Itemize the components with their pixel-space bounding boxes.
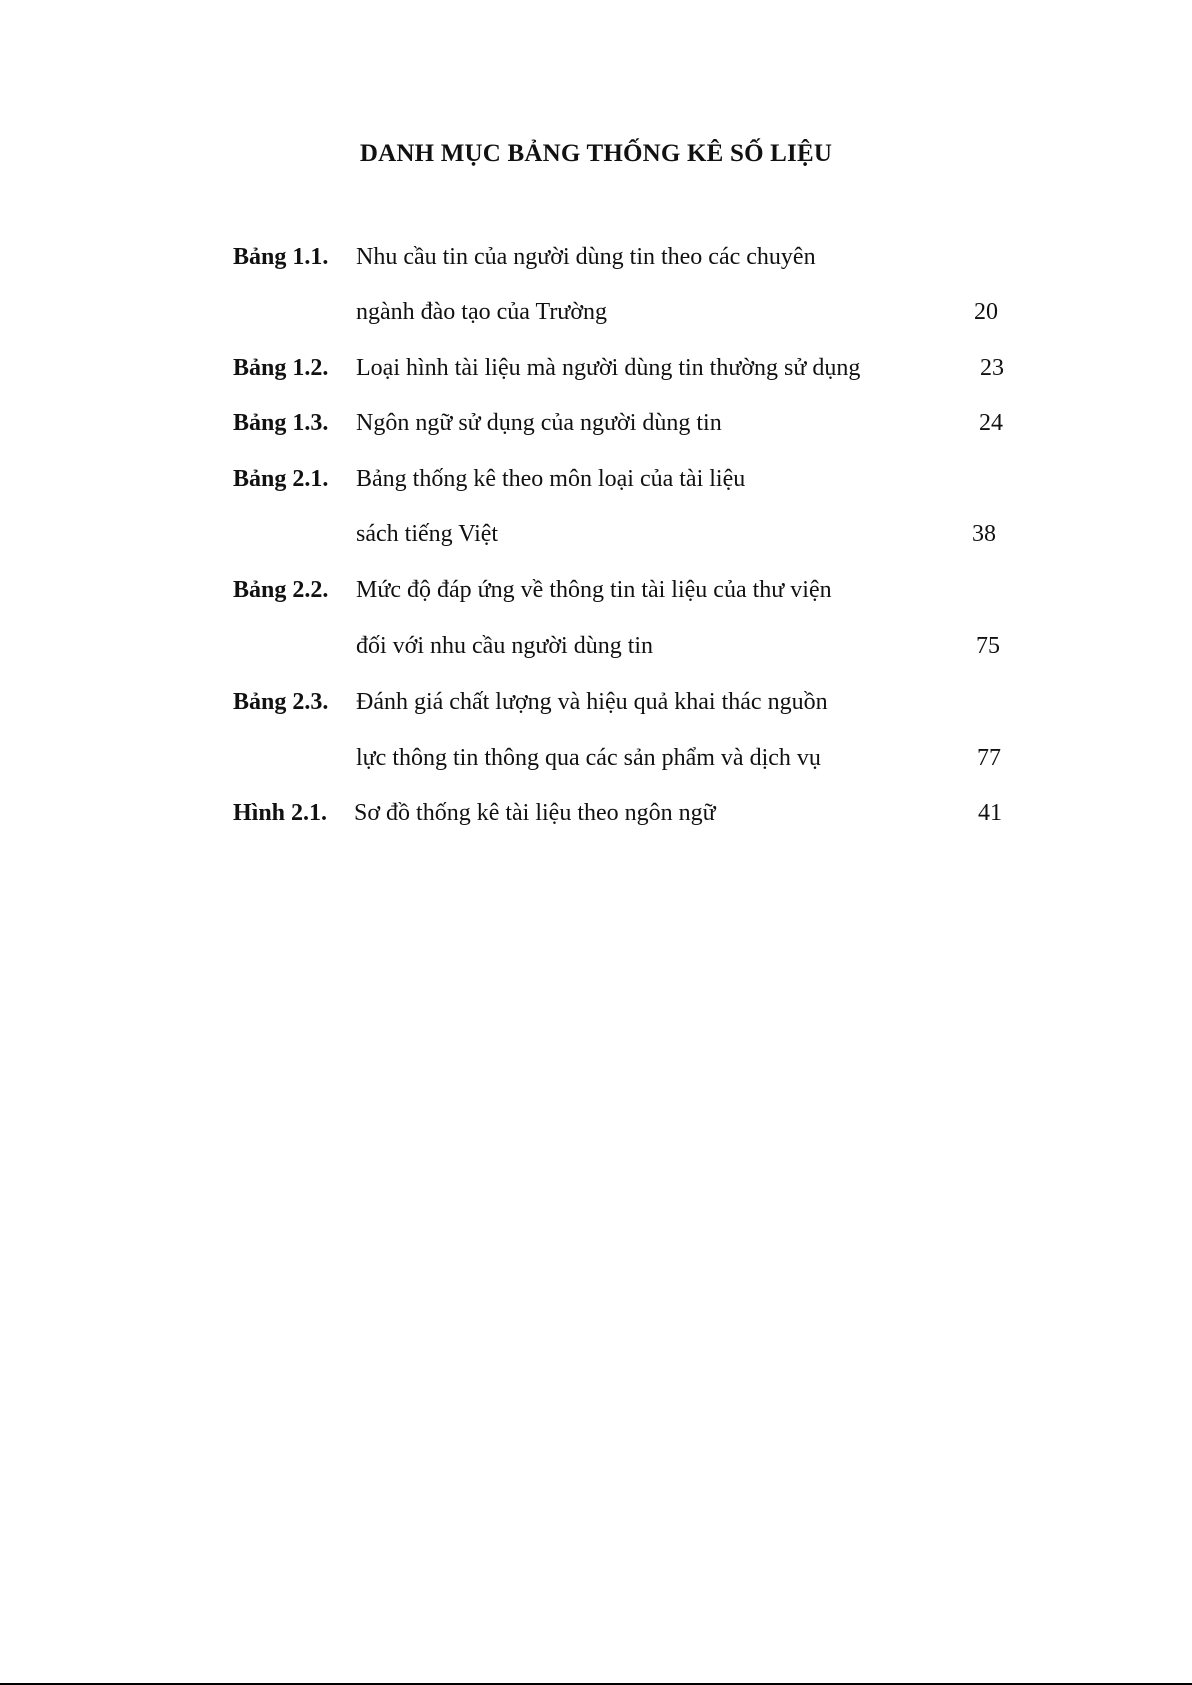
entry-title-line: Đánh giá chất lượng và hiệu quả khai thác nguồn bbox=[356, 689, 828, 715]
entry-label: Bảng 2.3. bbox=[233, 689, 329, 715]
entry-label: Hình 2.1. bbox=[233, 800, 328, 826]
entry-label: Bảng 2.1. bbox=[233, 466, 329, 492]
entry-label: Bảng 1.2. bbox=[233, 355, 329, 381]
entry-label: Bảng 1.1. bbox=[233, 244, 329, 270]
entry-title-line: Ngôn ngữ sử dụng của người dùng tin bbox=[356, 410, 722, 436]
entry-title-line: ngành đào tạo của Trường bbox=[356, 299, 608, 325]
entry-label: Bảng 1.3. bbox=[233, 410, 329, 436]
entry-title-line: Bảng thống kê theo môn loại của tài liệu bbox=[356, 466, 746, 492]
entry-page-number: 41 bbox=[978, 800, 1002, 826]
entry-page-number: 24 bbox=[979, 410, 1003, 436]
entry-title-line: Loại hình tài liệu mà người dùng tin thường sử dụng bbox=[356, 355, 861, 381]
entry-title-line: Nhu cầu tin của người dùng tin theo các chuyên bbox=[356, 244, 816, 270]
page-title: DANH MỤC BẢNG THỐNG KÊ SỐ LIỆU bbox=[359, 140, 833, 167]
entry-title-line: lực thông tin thông qua các sản phẩm và dịch vụ bbox=[356, 745, 821, 771]
entry-title-line: đối với nhu cầu người dùng tin bbox=[356, 633, 654, 659]
entry-title-line: sách tiếng Việt bbox=[356, 521, 499, 547]
entry-page-number: 38 bbox=[972, 521, 996, 547]
entry-title-line: Mức độ đáp ứng về thông tin tài liệu của thư viện bbox=[356, 577, 832, 603]
entry-page-number: 75 bbox=[976, 633, 1000, 659]
entry-page-number: 23 bbox=[980, 355, 1004, 381]
entry-label: Bảng 2.2. bbox=[233, 577, 329, 603]
entry-title-line: Sơ đồ thống kê tài liệu theo ngôn ngữ bbox=[354, 800, 716, 826]
entry-page-number: 77 bbox=[977, 745, 1001, 771]
entry-page-number: 20 bbox=[974, 299, 998, 325]
